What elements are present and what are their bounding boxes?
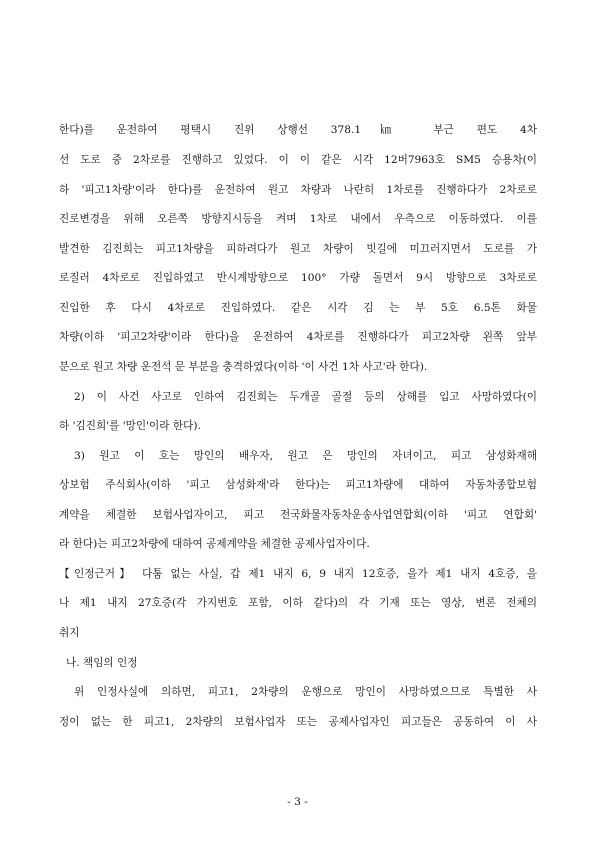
evidence-basis-line: 취지 bbox=[59, 627, 80, 639]
body-text-line: 계약을 체결한 보험사업자이고, 피고 전국화물자동차운송사업연합회(이하 '피고 연합회' bbox=[59, 509, 537, 521]
body-text-line: 정이 없는 한 피고1, 2차량의 보험사업자 또는 공제사업자인 피고들은 공동하여 이 사 bbox=[59, 716, 537, 728]
page-number: - 3 - bbox=[287, 796, 308, 808]
body-text-line: 로질러 4차로로 진입하였고 반시계방향으로 100° 가량 돌면서 9시 방향으로 3차로로 bbox=[59, 272, 537, 284]
body-text-line: 분으로 원고 차량 운전석 문 부분을 충격하였다(이하 '이 사건 1차 사고'라 한다). bbox=[59, 361, 428, 373]
body-text-line: 한다)를 운전하여 평택시 진위 상행선 378.1㎞ 부근 편도 4차 bbox=[59, 124, 537, 136]
section-heading: 나. 책임의 인정 bbox=[66, 657, 138, 669]
body-text-line: 발견한 김진희는 피고1차량을 피하려다가 원고 차량이 빗길에 미끄러지면서 도로를 가 bbox=[59, 243, 537, 255]
body-text-line: 위 인정사실에 의하면, 피고1, 2차량의 운행으로 망인이 사망하였으므로 특별한 사 bbox=[74, 686, 537, 698]
body-text-line: 하 '김진희'를 '망인'이라 한다). bbox=[59, 420, 201, 432]
body-text-line: 3) 원고 이 호는 망인의 배우자, 원고 은 망인의 자녀이고, 피고 삼성화재해 bbox=[74, 450, 537, 462]
evidence-basis-line: 나 제1 내지 27호증(각 가지번호 포함, 이하 같다)의 각 기재 또는 영상, 변론 전체의 bbox=[59, 597, 537, 609]
body-text-line: 차량(이하 '피고2차량'이라 한다)을 운전하여 4차로를 진행하다가 피고2차량 왼쪽 앞부 bbox=[59, 331, 537, 343]
body-text-line: 선 도로 중 2차로를 진행하고 있었다. 이 이 같은 시각 12버7963호 SM5 승용차(이 bbox=[59, 154, 537, 166]
body-text-line: 상보험 주식회사(이하 '피고 삼성화재'라 한다)는 피고1차량에 대하여 자동차종합보험 bbox=[59, 479, 537, 491]
body-text-line: 진입한 후 다시 4차로로 진입하였다. 같은 시각 김 는 부 5호 6.5톤 화물 bbox=[59, 302, 537, 314]
body-text-line: 하 '피고1차량'이라 한다)를 운전하여 원고 차량과 나란히 1차로를 진행하다가 2차로로 bbox=[59, 184, 537, 196]
body-text-line: 2) 이 사건 사고로 인하여 김진희는 두개골 골절 등의 상해를 입고 사망하였다(이 bbox=[74, 391, 537, 403]
evidence-basis-line: 【인정근거】 다툼 없는 사실, 갑 제1 내지 6, 9 내지 12호증, 을가 제1 내지 4호증, 을 bbox=[59, 568, 537, 580]
body-text-line: 라 한다)는 피고2차량에 대하여 공제계약을 체결한 공제사업자이다. bbox=[59, 538, 370, 550]
body-text-line: 진로변경을 위해 오른쪽 방향지시등을 켜며 1차로 내에서 우측으로 이동하였다. 이를 bbox=[59, 213, 537, 225]
